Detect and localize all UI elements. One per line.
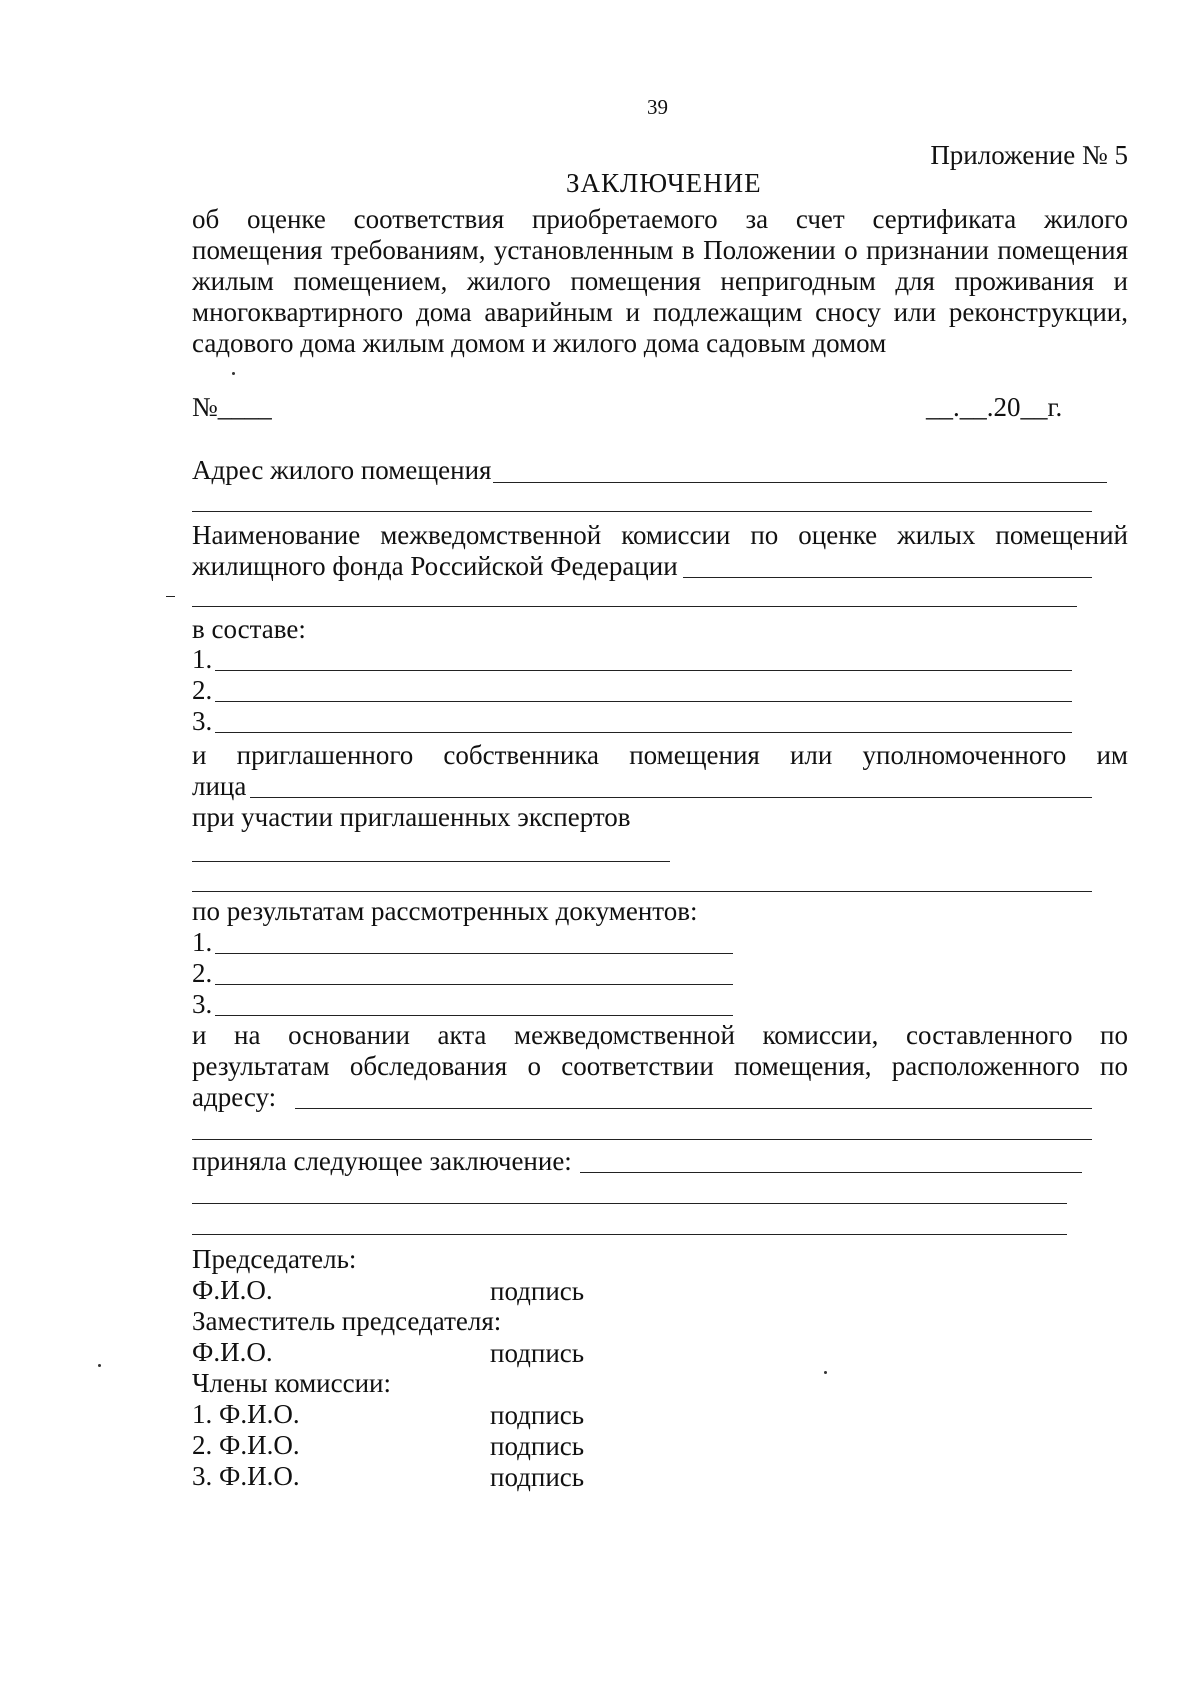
chairman-signature: подпись — [490, 1276, 585, 1306]
conclusion-label: приняла следующее заключение: — [192, 1146, 572, 1176]
document-line-3 — [215, 1015, 733, 1016]
member-1-signature: подпись — [490, 1400, 585, 1430]
deputy-signature: подпись — [490, 1338, 585, 1368]
member-number-3: 3. — [192, 706, 213, 736]
number-field: №____ — [192, 392, 272, 422]
member-2-signature: подпись — [490, 1431, 585, 1461]
experts-line-1 — [192, 861, 670, 862]
composition-label: в составе: — [192, 614, 306, 644]
subtitle-line-1: об оценке соответствия приобретаемого за счет сертификата жилого — [192, 204, 1128, 234]
subtitle-line-2: помещения требованиям, установленным в Положении о признании помещения — [192, 235, 1128, 265]
commission-line — [683, 577, 1092, 578]
document-title: ЗАКЛЮЧЕНИЕ — [566, 168, 762, 198]
conclusion-line-2 — [192, 1203, 1067, 1204]
deputy-name: Ф.И.О. — [192, 1337, 273, 1367]
address-line — [493, 482, 1107, 483]
owner-line-1: и приглашенного собственника помещения или уполномоченного им — [192, 740, 1128, 770]
scan-speck-3 — [824, 1371, 827, 1374]
basis-address-line — [295, 1108, 1092, 1109]
address-line-2 — [192, 511, 1092, 512]
conclusion-line-3 — [192, 1234, 1067, 1235]
members-label: Члены комиссии: — [192, 1368, 391, 1398]
page-number: 39 — [647, 95, 668, 119]
member-line-2 — [215, 701, 1072, 702]
conclusion-line-1 — [580, 1172, 1082, 1173]
member-number-1: 1. — [192, 644, 213, 674]
member-3-name: 3. Ф.И.О. — [192, 1461, 300, 1491]
commission-line-extra — [192, 606, 1077, 607]
chairman-name: Ф.И.О. — [192, 1275, 273, 1305]
basis-line-2: результатам обследования о соответствии помещения, расположенного по — [192, 1051, 1128, 1081]
subtitle-line-3: жилым помещением, жилого помещения непригодным для проживания и — [192, 266, 1128, 296]
chairman-label: Председатель: — [192, 1244, 357, 1274]
member-2-name: 2. Ф.И.О. — [192, 1430, 300, 1460]
document-line-2 — [215, 984, 733, 985]
deputy-label: Заместитель председателя: — [192, 1306, 502, 1336]
document-line-1 — [215, 953, 733, 954]
owner-blank-line — [250, 797, 1092, 798]
document-number-1: 1. — [192, 927, 213, 957]
margin-dash — [166, 596, 175, 597]
basis-address-line-2 — [192, 1139, 1092, 1140]
document-number-3: 3. — [192, 989, 213, 1019]
document-number-2: 2. — [192, 958, 213, 988]
subtitle-line-5: садового дома жилым домом и жилого дома садовым домом — [192, 328, 887, 358]
appendix-label: Приложение № 5 — [930, 140, 1128, 170]
experts-line-2 — [192, 891, 1092, 892]
member-1-name: 1. Ф.И.О. — [192, 1399, 300, 1429]
commission-line-2: жилищного фонда Российской Федерации — [192, 551, 678, 581]
owner-line-2: лица — [192, 771, 247, 801]
member-number-2: 2. — [192, 675, 213, 705]
address-label: Адрес жилого помещения — [192, 455, 492, 485]
member-3-signature: подпись — [490, 1462, 585, 1492]
experts-label: при участии приглашенных экспертов — [192, 802, 631, 832]
date-field: __.__.20__г. — [926, 392, 1063, 422]
commission-line-1: Наименование межведомственной комиссии по оценке жилых помещений — [192, 520, 1128, 550]
member-line-1 — [215, 670, 1072, 671]
documents-label: по результатам рассмотренных документов: — [192, 896, 698, 926]
subtitle-line-4: многоквартирного дома аварийным и подлежащим сносу или реконструкции, — [192, 297, 1128, 327]
scan-speck-2 — [98, 1364, 101, 1367]
member-line-3 — [215, 732, 1072, 733]
scan-speck — [232, 372, 235, 375]
basis-line-3: адресу: — [192, 1082, 277, 1112]
basis-line-1: и на основании акта межведомственной комиссии, составленного по — [192, 1020, 1128, 1050]
